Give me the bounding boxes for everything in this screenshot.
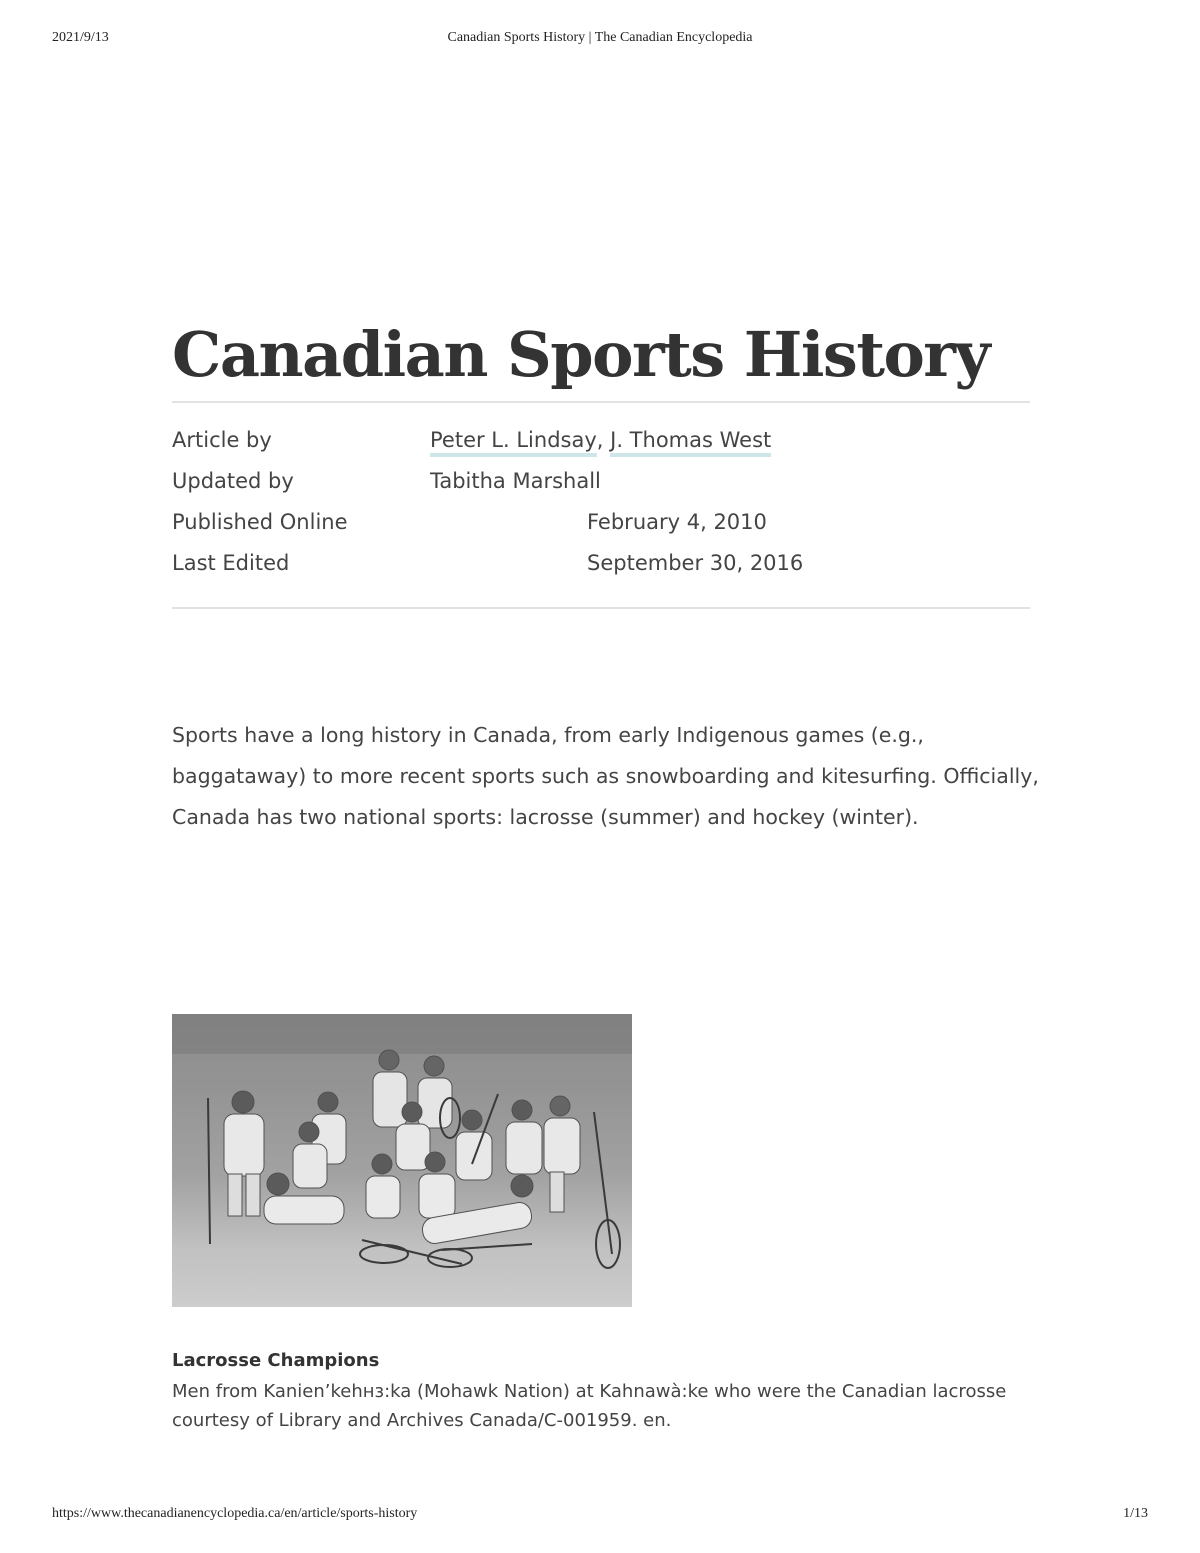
- author-link-west[interactable]: J. Thomas West: [610, 428, 771, 457]
- meta-article-by: [172, 428, 1030, 458]
- caption-text: Men from Kanien’kehнз:ka (Mohawk Nation) at Kahnawà:ke who were the Canadian lacrosse courtesy of Library and Archives Canada/C-001959. en.: [172, 1381, 1007, 1431]
- caption-title: Lacrosse Champions: [172, 1350, 380, 1371]
- article-title: Canadian Sports History: [172, 318, 990, 391]
- print-page-number: 1/13: [1123, 1506, 1148, 1521]
- authors: [430, 428, 771, 452]
- title-divider: [172, 401, 1030, 403]
- author-separator: ,: [596, 428, 604, 452]
- photo-illustration: [172, 1014, 632, 1307]
- lacrosse-team-photo[interactable]: [172, 1014, 632, 1307]
- print-page-title: Canadian Sports History | The Canadian Encyclopedia: [447, 30, 753, 45]
- last-edited-date: September 30, 2016: [587, 551, 804, 575]
- meta-updated-by: [172, 469, 1030, 499]
- last-edited-label: Last Edited: [172, 551, 290, 575]
- published-date: February 4, 2010: [587, 510, 767, 534]
- updated-by-label: Updated by: [172, 469, 294, 493]
- article-by-label: Article by: [172, 428, 272, 452]
- print-url: https://www.thecanadianencyclopedia.ca/en/article/sports-history: [52, 1506, 418, 1521]
- print-footer: [52, 1506, 1148, 1526]
- meta-published: [172, 510, 1030, 540]
- meta-last-edited: [172, 551, 1030, 581]
- print-header: [52, 30, 1148, 50]
- published-label: Published Online: [172, 510, 348, 534]
- meta-divider: [172, 607, 1030, 609]
- print-date: 2021/9/13: [52, 30, 109, 45]
- updated-by-value: Tabitha Marshall: [430, 469, 601, 493]
- author-link-lindsay[interactable]: Peter L. Lindsay: [430, 428, 597, 457]
- intro-paragraph: Sports have a long history in Canada, from early Indigenous games (e.g., baggataway) to more recent sports such as snowboarding and kitesurfing. Officially, Canada has two national sports: lacrosse (summer) and hockey (winter).: [172, 723, 1039, 829]
